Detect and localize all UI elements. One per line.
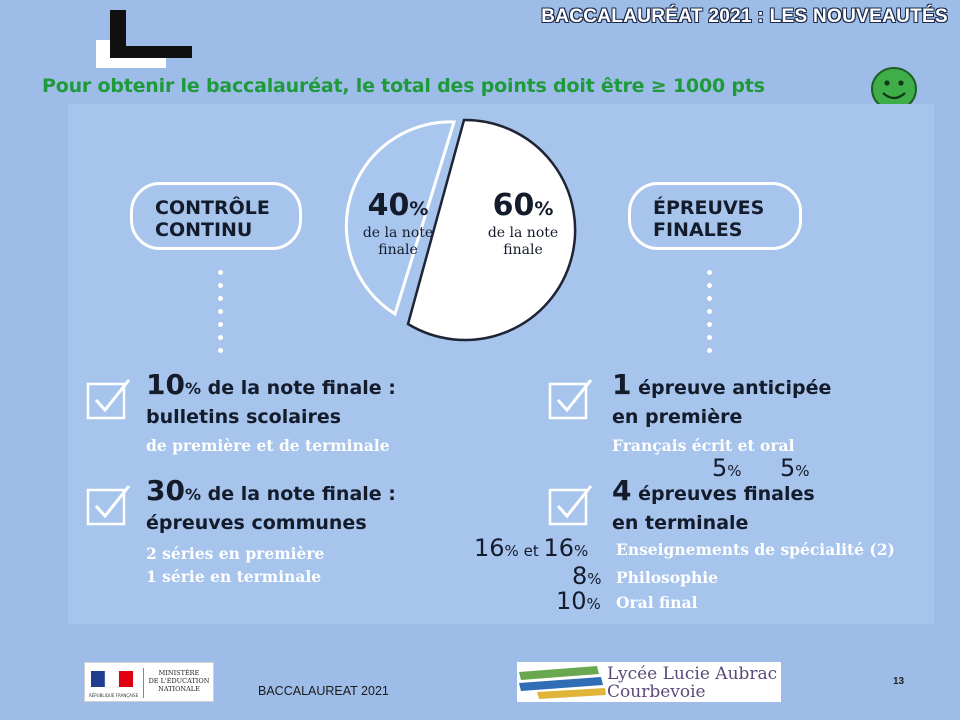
page-number: 13 — [893, 676, 905, 687]
epreuves-finales-pill: ÉPREUVES FINALES — [628, 182, 802, 250]
communes-subheading: épreuves communes — [146, 512, 367, 534]
finales-subheading: en terminale — [612, 512, 749, 534]
philosophie-label: Philosophie — [616, 568, 718, 587]
philosophie-weight: 8% — [572, 562, 602, 590]
checkbox-icon — [546, 482, 596, 528]
francais-oral-weight: 5% — [780, 454, 810, 482]
page-title: BACCALAURÉAT 2021 : LES NOUVEAUTÉS — [541, 6, 948, 27]
checkbox-icon — [84, 376, 134, 422]
finales-heading: 4 épreuves finales — [612, 474, 815, 507]
communes-heading: 30% de la note finale : — [146, 474, 396, 507]
lycee-stripes-icon — [517, 662, 607, 702]
corner-logo — [96, 10, 196, 60]
oral-label: Oral final — [616, 593, 698, 612]
francais-detail: Français écrit et oral — [612, 436, 795, 455]
pie-label-epreuves: 60% de la note finale — [487, 188, 559, 258]
ministere-logo: RÉPUBLIQUE FRANÇAISE MINISTÈRE DE L'ÉDUCATION NATIONALE — [84, 662, 214, 702]
specialite-label: Enseignements de spécialité (2) — [616, 540, 895, 559]
marianne-flag-icon — [91, 671, 133, 691]
anticipee-heading: 1 épreuve anticipée — [612, 368, 832, 401]
bulletins-heading: 10% de la note finale : — [146, 368, 396, 401]
pie-label-controle: 40% de la note finale — [362, 188, 434, 258]
communes-detail-terminale: 1 série en terminale — [146, 567, 322, 586]
footer-text: BACCALAUREAT 2021 — [258, 684, 389, 698]
checkbox-icon — [84, 482, 134, 528]
bulletins-subheading: bulletins scolaires — [146, 406, 342, 428]
communes-detail-premiere: 2 séries en première — [146, 544, 325, 563]
bulletins-detail: de première et de terminale — [146, 436, 390, 455]
left-dotted-connector — [218, 270, 224, 361]
oral-weight: 10% — [556, 587, 601, 615]
lycee-logo: Lycée Lucie Aubrac Courbevoie — [517, 662, 781, 702]
francais-ecrit-weight: 5% — [712, 454, 742, 482]
subtitle: Pour obtenir le baccalauréat, le total des points doit être ≥ 1000 pts — [42, 75, 765, 97]
anticipee-subheading: en première — [612, 406, 743, 428]
controle-continu-pill: CONTRÔLE CONTINU — [130, 182, 302, 250]
checkbox-icon — [546, 376, 596, 422]
specialite-weights: 16% et 16% — [474, 534, 589, 562]
right-dotted-connector — [707, 270, 713, 361]
